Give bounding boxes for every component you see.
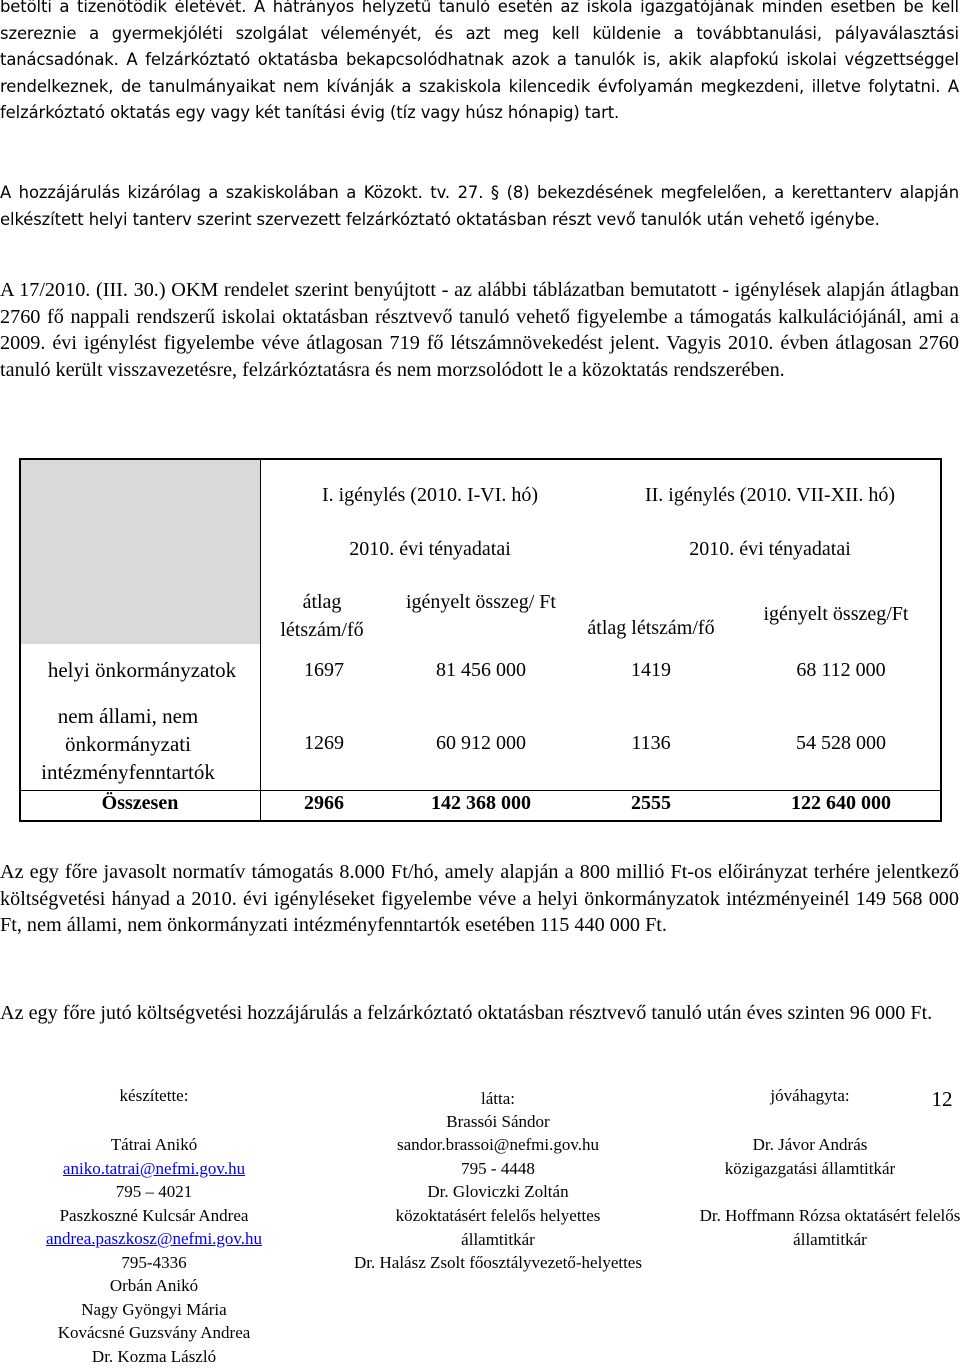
table-cell: 60 912 000 bbox=[436, 732, 526, 754]
footer-prepared-by-name: Nagy Gyöngyi Mária bbox=[81, 1300, 227, 1319]
footer-approved-by-name: Dr. Jávor András bbox=[752, 1135, 868, 1154]
footer-prepared-by-name: Tátrai Anikó bbox=[110, 1135, 198, 1154]
table-col-header-avg-1: átlag létszám/fő bbox=[280, 591, 364, 641]
table-col-header-avg-2: átlag létszám/fő bbox=[587, 617, 715, 639]
table-group-1-subheader: 2010. évi tényadatai bbox=[349, 538, 511, 560]
table-cell: 81 456 000 bbox=[436, 659, 526, 681]
paragraph-intro: betölti a tizenötödik életévét. A hátrányos helyzetű tanuló esetén az iskola igazgatójának minden esetben be kell szereznie a gyermekjóléti szolgálat véleményét, és azt meg kell küldenie a továbbtanulási, pályaválasztási tanácsadónak. A felzárkóztató oktatásba bekapcsolódhatnak azok a tanulók is, akik alapfokú iskolai végzettséggel rendelkeznek, de tanulmányaikat nem kívánják a szakiskola kilencedik évfolyamán megkezdeni, illetve folytatni. A felzárkóztató oktatás egy vagy két tanítási évig (tíz vagy húsz hónapig) tart. bbox=[0, 0, 959, 123]
table-group-2-subheader: 2010. évi tényadatai bbox=[689, 538, 851, 560]
footer-reviewed-by-title: látta: bbox=[481, 1089, 515, 1108]
paragraph-okm-decree: A 17/2010. (III. 30.) OKM rendelet szerint benyújtott - az alábbi táblázatban bemutatott - igénylések alapján átlagban 2760 fő nappali rendszerű iskolai oktatásban résztvevő tanuló vehető figyelembe a támogatás kalkulációjánál, ami a 2009. évi igénylést figyelembe véve átlagosan 719 fő létszámnövekedést jelent. Vagyis 2010. évben átlagosan 2760 tanuló került visszavezetésre, felzárkóztatásra és nem morzsolódott le a közoktatás rendszerében. bbox=[0, 279, 959, 381]
table-header-shade bbox=[20, 459, 260, 644]
table-cell: 1136 bbox=[631, 732, 671, 754]
footer-prepared-by-phone: 795 – 4021 bbox=[115, 1182, 193, 1201]
footer-prepared-by-phone: 795-4336 bbox=[121, 1253, 187, 1272]
footer-reviewed-by-name: Dr. Gloviczki Zoltán bbox=[427, 1182, 569, 1201]
footer-reviewed-by-name: Brassói Sándor bbox=[446, 1112, 550, 1131]
table-cell: 1697 bbox=[304, 659, 344, 681]
table-col-header-amount-2: igényelt összeg/Ft bbox=[763, 603, 909, 625]
footer-prepared-by-name: Paszkoszné Kulcsár Andrea bbox=[59, 1206, 249, 1225]
table-cell: 1419 bbox=[631, 659, 671, 681]
footer-approved-by-title: jóváhagyta: bbox=[770, 1086, 850, 1105]
table-total-cell: 122 640 000 bbox=[791, 792, 891, 814]
table-total-label: Összesen bbox=[101, 792, 179, 814]
table-cell: 54 528 000 bbox=[796, 732, 886, 754]
table-cell: 1269 bbox=[304, 732, 344, 754]
paragraph-normative-support: Az egy főre javasolt normatív támogatás 8.000 Ft/hó, amely alapján a 800 millió Ft-os előirányzat terhére jelentkező költségvetési hányad a 2010. évi igényléseket figyelembe véve a helyi önkormányzatok intézményeinél 149 568 000 Ft, nem állami, nem önkormányzati intézményfenntartók esetében 115 440 000 Ft. bbox=[0, 861, 959, 937]
table-total-cell: 2555 bbox=[631, 792, 671, 814]
table-group-2-header: II. igénylés (2010. VII-XII. hó) bbox=[644, 484, 896, 506]
table-cell: 68 112 000 bbox=[796, 659, 886, 681]
table-row-label: nem állami, nem önkormányzati intézményfenntartók bbox=[41, 704, 215, 784]
footer-approved-by-role: közigazgatási államtitkár bbox=[724, 1159, 896, 1178]
footer-prepared-by-title: készítette: bbox=[119, 1086, 189, 1105]
footer-reviewed-by-role: Dr. Halász Zsolt főosztályvezető-helyettes bbox=[354, 1253, 642, 1272]
page-number: 12 bbox=[931, 1087, 953, 1111]
footer-prepared-by-name: Orbán Anikó bbox=[109, 1276, 199, 1295]
footer-reviewed-by-phone: 795 - 4448 bbox=[461, 1159, 535, 1178]
footer-reviewed-by-email: sandor.brassoi@nefmi.gov.hu bbox=[397, 1135, 599, 1154]
footer-prepared-by-name: Kovácsné Guzsvány Andrea bbox=[57, 1323, 251, 1342]
footer-prepared-by-email[interactable]: aniko.tatrai@nefmi.gov.hu bbox=[62, 1159, 246, 1178]
footer-approved-by-name: Dr. Hoffmann Rózsa oktatásért felelős államtitkár bbox=[699, 1206, 960, 1249]
table-group-1-header: I. igénylés (2010. I-VI. hó) bbox=[321, 484, 539, 506]
table-row-label: helyi önkormányzatok bbox=[47, 658, 237, 682]
paragraph-contribution: A hozzájárulás kizárólag a szakiskolában a Közokt. tv. 27. § (8) bekezdésének megfelelően, a kerettanterv alapján elkészített helyi tanterv szerint szervezett felzárkóztató oktatásban részt vevő tanulók után vehető igénybe. bbox=[0, 183, 959, 229]
table-total-cell: 2966 bbox=[304, 792, 344, 814]
paragraph-annual-contribution: Az egy főre jutó költségvetési hozzájárulás a felzárkóztató oktatásban résztvevő tanuló után éves szinten 96 000 Ft. bbox=[0, 1002, 933, 1024]
table-total-cell: 142 368 000 bbox=[431, 792, 531, 814]
footer-prepared-by-email[interactable]: andrea.paszkosz@nefmi.gov.hu bbox=[45, 1229, 263, 1248]
footer-prepared-by-name: Dr. Kozma László bbox=[91, 1347, 217, 1366]
footer-reviewed-by-role: közoktatásért felelős helyettes államtitkár bbox=[395, 1206, 601, 1249]
table-col-header-amount-1: igényelt összeg/ Ft bbox=[406, 591, 556, 613]
